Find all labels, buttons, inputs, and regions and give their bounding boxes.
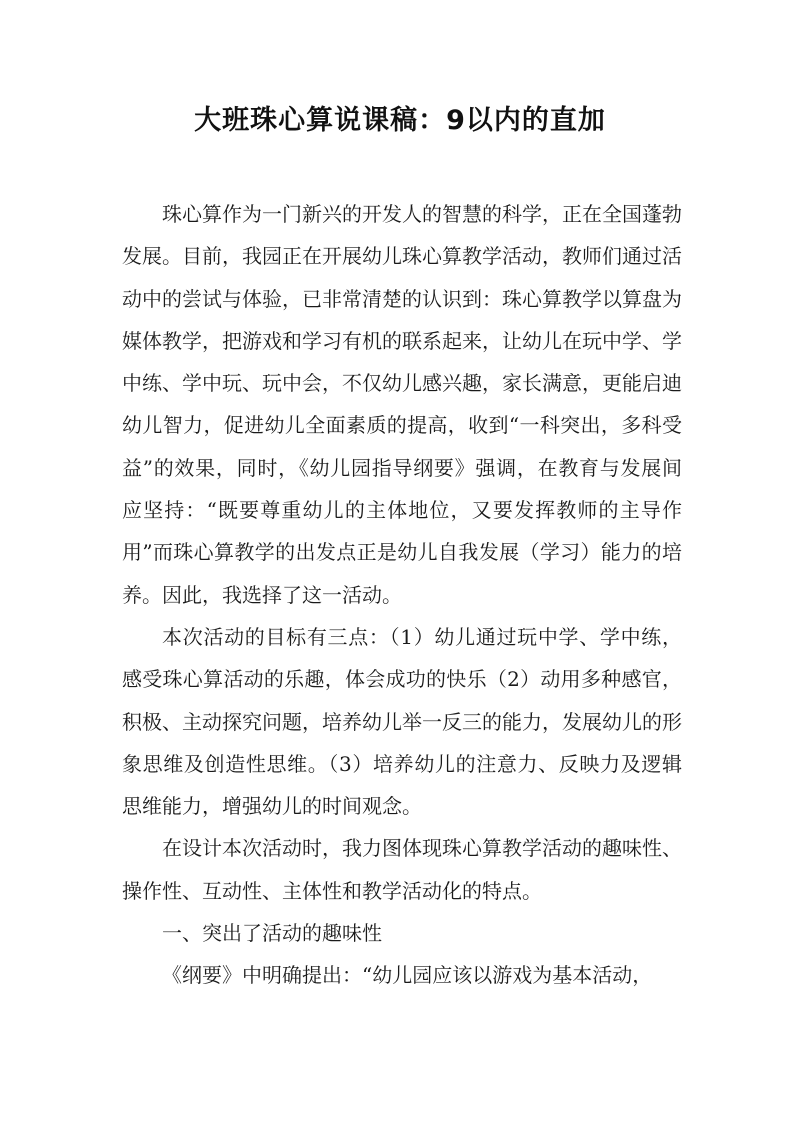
section-heading: 一、突出了活动的趣味性: [162, 921, 382, 946]
document-title: 大班珠心算说课稿：9以内的直加: [194, 105, 606, 136]
paragraph-intro: 珠心算作为一门新兴的开发人的智慧的科学，正在全国蓬勃发展。目前，我园正在开展幼儿珠心算教学活动，教师们通过活动中的尝试与体验，已非常清楚的认识到：珠心算教学以算盘为媒体教学，把游戏和学习有机的联系起来，让幼儿在玩中学、学中练、学中玩、玩中会，不仅幼儿感兴趣，家长满意，更能启迪幼儿智力，促进幼儿全面素质的提高，收到“一科突出，多科受益”的效果，同时，《幼儿园指导纲要》强调，在教育与发展间应坚持：“既要尊重幼儿的主体地位，又要发挥教师的主导作用”而珠心算教学的出发点正是幼儿自我发展（学习）能力的培养。因此，我选择了这一活动。: [122, 202, 682, 607]
paragraph-gangyao: 《纲要》中明确提出：“幼儿园应该以游戏为基本活动，: [162, 963, 653, 988]
paragraph-goals: 本次活动的目标有三点：（1）幼儿通过玩中学、学中练，感受珠心算活动的乐趣，体会成功的快乐（2）动用多种感官，积极、主动探究问题，培养幼儿举一反三的能力，发展幼儿的形象思维及创造性思维。（3）培养幼儿的注意力、反映力及逻辑思维能力，增强幼儿的时间观念。: [122, 624, 682, 819]
paragraph-design: 在设计本次活动时，我力图体现珠心算教学活动的趣味性、操作性、互动性、主体性和教学活动化的特点。: [122, 836, 682, 903]
document-body: [122, 193, 682, 997]
